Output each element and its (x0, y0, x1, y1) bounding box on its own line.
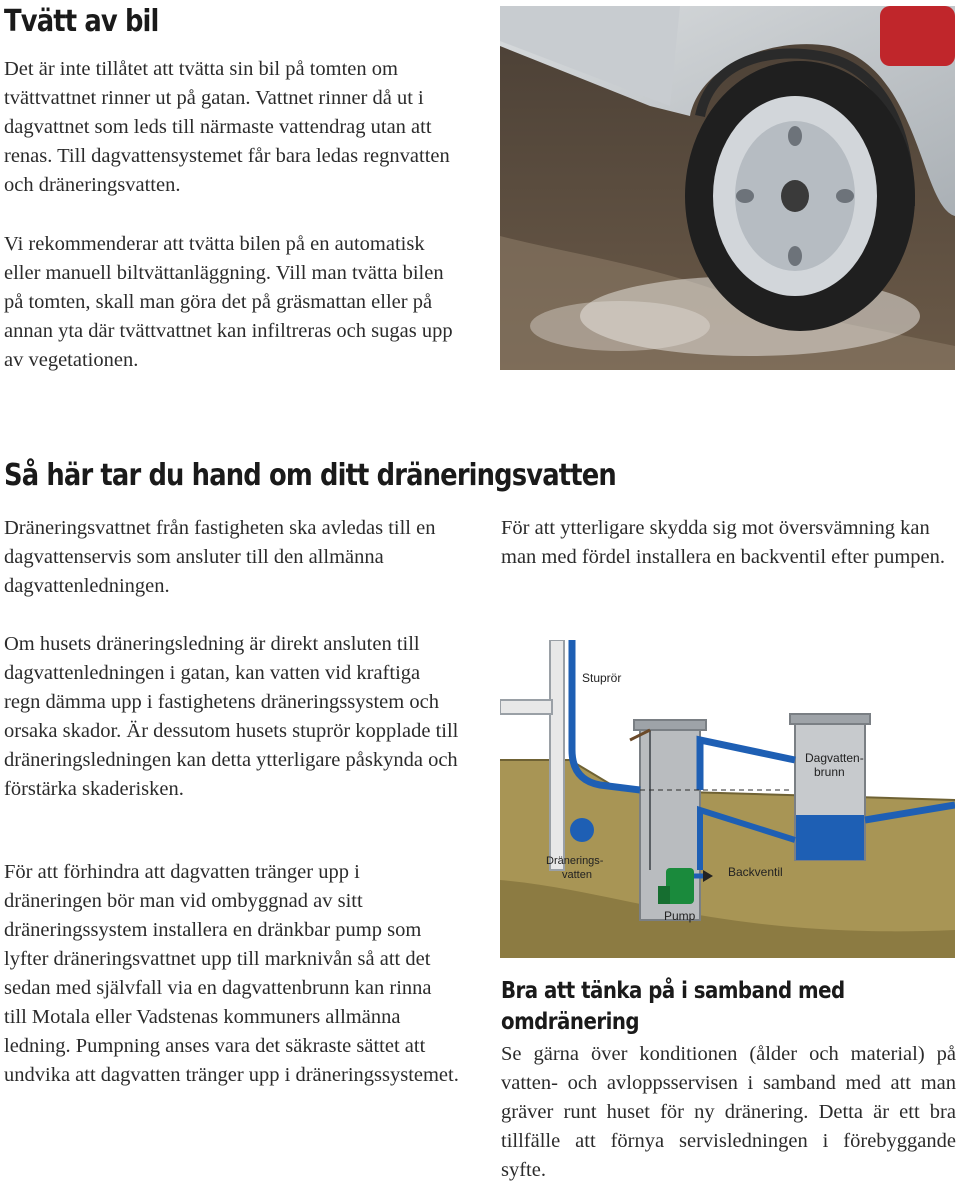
car-wash-paragraph-2: Vi rekommenderar att tvätta bilen på en automatisk eller manuell biltvättanläggning. Vill man tvätta bilen på tomten, skall man göra det på gräsmattan eller på annan yta där tvättvattnet kan infiltreras och sugas upp av vegetationen. (4, 233, 453, 371)
car-wash-paragraph-1: Det är inte tillåtet att tvätta sin bil på tomten om tvättvattnet rinner ut på gatan. Vattnet rinner då ut i dagvattnet som leds till närmaste vattendrag utan att renas. Till dagvattensystemet får bara ledas regnvatten och dräneringsvatten. (4, 58, 450, 196)
label-pump: Pump (664, 909, 696, 923)
drainage-pump-paragraph: För att förhindra att dagvatten tränger upp i dräneringen bör man vid ombyggnad av sitt dräneringssystem installera en dränkbar pump som lyfter dräneringsvattnet upp till marknivån så att det sedan med självfall via en dagvattenbrunn kan rinna till Motala eller Vadstenas kommuners allmänna ledning. Pumpning anses vara det säkraste sättet att undvika att dagvatten tränger upp i dräneringssystemet. (4, 861, 459, 1086)
section-title-drainage: Så här tar du hand om ditt dräneringsvatten (4, 458, 616, 493)
section-title-car-wash: Tvätt av bil (4, 4, 159, 39)
backflow-valve-paragraph: För att ytterligare skydda sig mot översvämning kan man med fördel installera en backventil efter pumpen. (501, 517, 945, 568)
label-draneringsvatten-2: vatten (562, 869, 592, 881)
drainage-diagram (500, 640, 955, 958)
label-stupror: Stuprör (582, 671, 622, 685)
car-tire-photo (500, 6, 955, 370)
drainage-risk-paragraph: Om husets dräneringsledning är direkt ansluten till dagvattenledningen i gatan, kan vatten vid kraftiga regn dämma upp i fastighetens dräneringssystem och orsaka skador. Är dessutom husets stuprör kopplade till dräneringsledningen kan detta ytterligare påskynda och förstärka skaderisken. (4, 633, 459, 800)
label-draneringsvatten-1: Dränerings- (546, 855, 604, 867)
label-backventil: Backventil (728, 865, 783, 879)
label-dagvattenbrunn-1: Dagvatten- (805, 751, 864, 765)
box-text: Se gärna över konditionen (ålder och material) på vatten- och avloppsservisen i samband med att man gräver runt huset för ny dränering. Detta är ett bra tillfälle att förnya servisledningen i förebyggande syfte. (501, 1043, 956, 1181)
drainage-intro-paragraph: Dräneringsvattnet från fastigheten ska avledas till en dagvattenservis som ansluter till den allmänna dagvattenledningen. (4, 517, 436, 597)
label-dagvattenbrunn-2: brunn (814, 765, 845, 779)
box-title: Bra att tänka på i samband med omdränering (501, 978, 845, 1035)
